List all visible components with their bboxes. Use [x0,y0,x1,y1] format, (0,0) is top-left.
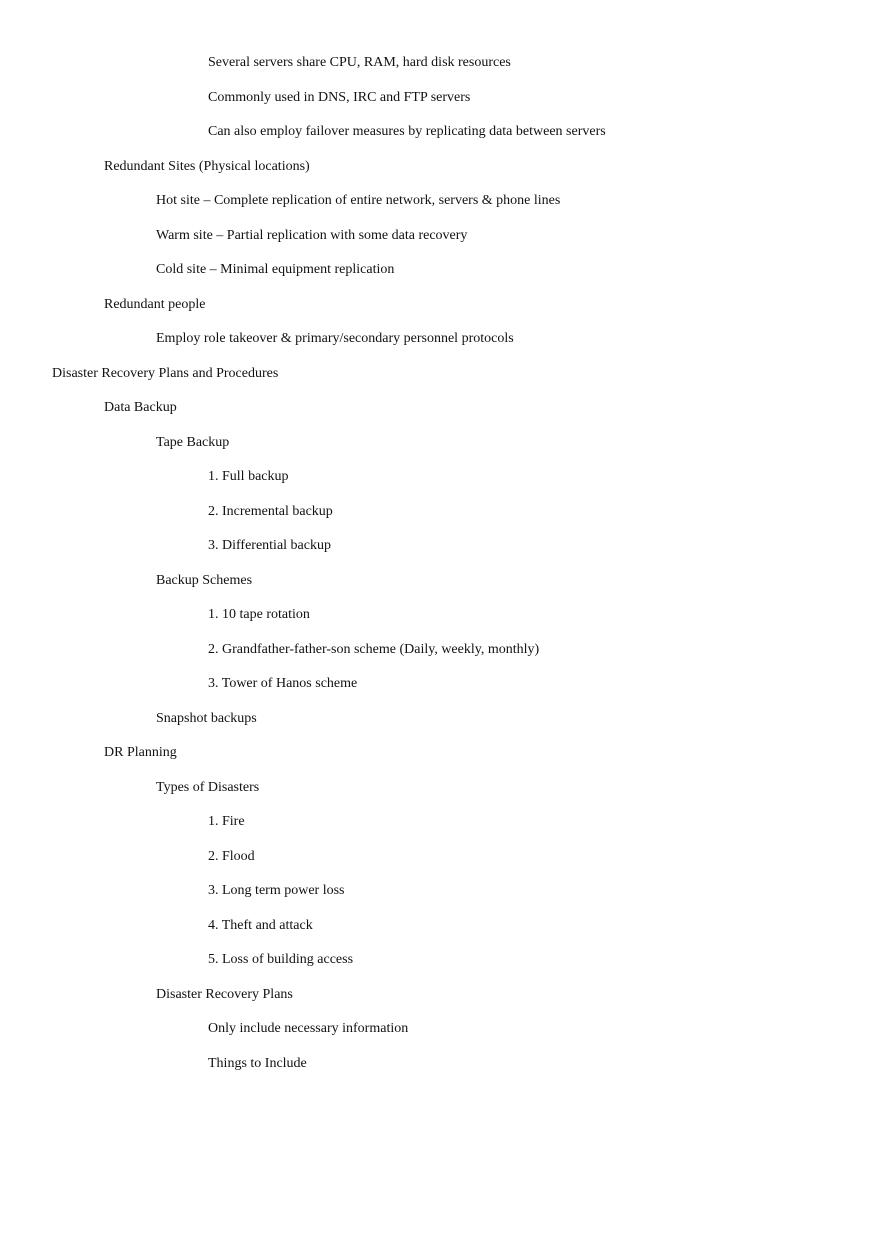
outline-item: 5. Loss of building access [208,952,354,967]
outline-item: 2. Grandfather-father-son scheme (Daily, weekly, monthly) [208,642,540,657]
outline-subheading: Tape Backup [156,435,230,450]
outline-item: Only include necessary information [208,1021,409,1036]
outline-item: Things to Include [208,1056,307,1071]
outline-heading: DR Planning [104,745,177,760]
outline-item: Employ role takeover & primary/secondary personnel protocols [156,331,514,346]
outline-item: 1. Full backup [208,469,289,484]
outline-item: 4. Theft and attack [208,918,313,933]
outline-item: Cold site – Minimal equipment replication [156,262,395,277]
outline-item: Several servers share CPU, RAM, hard disk resources [208,55,511,70]
outline-item: 2. Flood [208,849,255,864]
outline-item: 1. Fire [208,814,245,829]
outline-subheading: Types of Disasters [156,780,260,795]
outline-heading: Redundant people [104,297,206,312]
outline-item: Commonly used in DNS, IRC and FTP servers [208,90,471,105]
outline-item: Warm site – Partial replication with some data recovery [156,228,468,243]
outline-heading: Redundant Sites (Physical locations) [104,159,310,174]
outline-item: 1. 10 tape rotation [208,607,310,622]
section-heading: Disaster Recovery Plans and Procedures [52,366,279,381]
outline-item: 3. Differential backup [208,538,331,553]
outline-subheading: Snapshot backups [156,711,257,726]
outline-heading: Data Backup [104,400,177,415]
outline-item: 3. Tower of Hanos scheme [208,676,358,691]
outline-subheading: Disaster Recovery Plans [156,987,293,1002]
outline-item: 3. Long term power loss [208,883,345,898]
outline-subheading: Backup Schemes [156,573,253,588]
outline-item: Hot site – Complete replication of entire network, servers & phone lines [156,193,561,208]
outline-item: Can also employ failover measures by replicating data between servers [208,124,606,139]
outline-item: 2. Incremental backup [208,504,333,519]
